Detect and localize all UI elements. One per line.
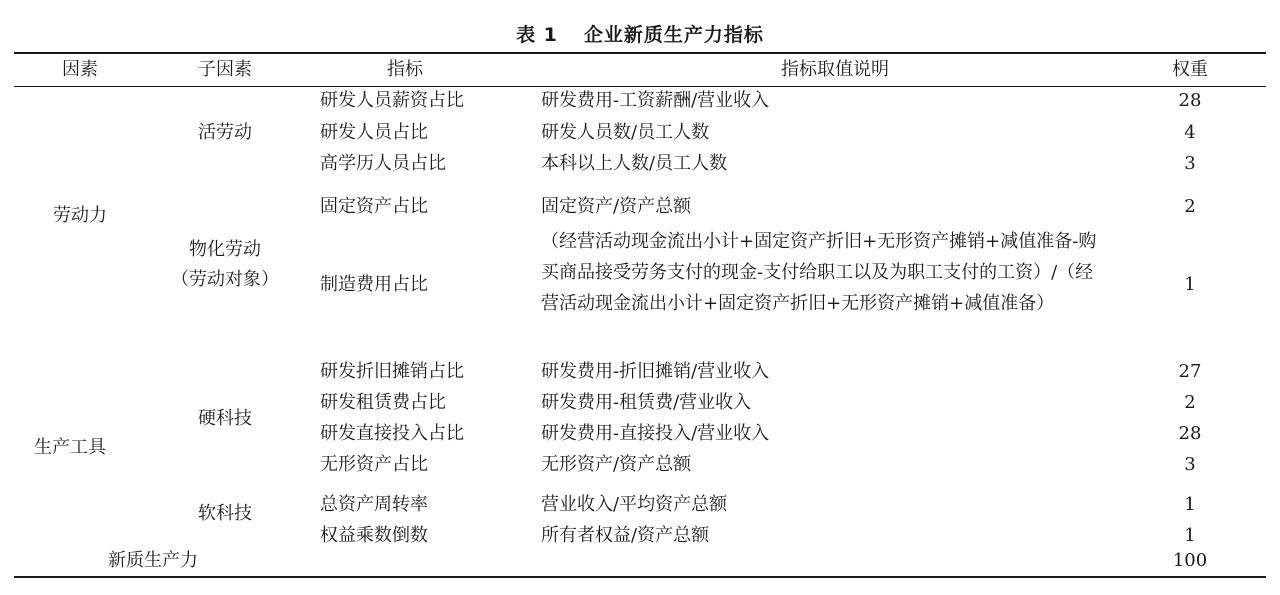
indicator-cell: 固定资产占比 xyxy=(320,196,428,217)
weight-cell: 1 xyxy=(1184,525,1196,546)
top-rule xyxy=(14,52,1266,54)
table-title xyxy=(0,20,1280,47)
weight-cell: 3 xyxy=(1184,454,1196,475)
weight-cell: 1 xyxy=(1184,494,1196,515)
description-cell: 研发人员数/员工人数 xyxy=(541,122,710,143)
description-cell: 研发费用-直接投入/营业收入 xyxy=(541,423,770,444)
indicator-cell: 高学历人员占比 xyxy=(320,153,446,174)
factor-labor: 劳动力 xyxy=(53,205,107,226)
header-description: 指标取值说明 xyxy=(781,59,889,80)
indicator-cell: 研发租赁费占比 xyxy=(320,392,446,413)
description-cell-multiline: （经营活动现金流出小计+固定资产折旧+无形资产摊销+减值准备-购买商品接受劳务支付的现金-支付给职工以及为职工支付的工资）/（经营活动现金流出小计+固定资产折旧+无形资产摊销+减值准备） xyxy=(541,231,1097,314)
table-title-number: 表 1 xyxy=(516,24,558,46)
description-cell: 固定资产/资产总额 xyxy=(541,196,692,217)
indicator-cell: 制造费用占比 xyxy=(320,274,428,295)
description-cell: 本科以上人数/员工人数 xyxy=(541,153,728,174)
subfactor-soft-tech: 软科技 xyxy=(198,503,252,524)
table-title-text: 企业新质生产力指标 xyxy=(583,24,764,46)
description-cell: 研发费用-折旧摊销/营业收入 xyxy=(541,361,770,382)
factor-tools: 生产工具 xyxy=(34,437,106,458)
indicator-cell: 研发人员占比 xyxy=(320,122,428,143)
subfactor-materialized-labor: 物化劳动 xyxy=(189,239,261,260)
weight-cell: 4 xyxy=(1184,122,1196,143)
indicator-cell: 总资产周转率 xyxy=(320,494,428,515)
header-indicator: 指标 xyxy=(387,59,423,80)
description-cell: 研发费用-租赁费/营业收入 xyxy=(541,392,752,413)
indicator-cell: 研发人员薪资占比 xyxy=(320,90,464,111)
weight-cell: 28 xyxy=(1178,90,1202,111)
weight-cell: 28 xyxy=(1178,423,1202,444)
subfactor-hard-tech: 硬科技 xyxy=(198,408,252,429)
weight-cell: 1 xyxy=(1184,274,1196,295)
description-cell: 无形资产/资产总额 xyxy=(541,454,692,475)
description-cell: 所有者权益/资产总额 xyxy=(541,525,710,546)
description-cell: 研发费用-工资薪酬/营业收入 xyxy=(541,90,770,111)
indicator-cell: 无形资产占比 xyxy=(320,454,428,475)
bottom-rule xyxy=(14,576,1266,578)
header-subfactor: 子因素 xyxy=(198,59,252,80)
weight-cell: 2 xyxy=(1184,196,1196,217)
subfactor-materialized-labor-note: （劳动对象） xyxy=(171,269,279,290)
header-factor: 因素 xyxy=(62,59,98,80)
description-cell: 营业收入/平均资产总额 xyxy=(541,494,728,515)
indicator-cell: 权益乘数倒数 xyxy=(320,525,428,546)
indicator-cell: 研发直接投入占比 xyxy=(320,423,464,444)
total-weight: 100 xyxy=(1172,550,1208,571)
weight-cell: 27 xyxy=(1178,361,1202,382)
total-label: 新质生产力 xyxy=(108,550,198,571)
header-weight: 权重 xyxy=(1172,59,1208,80)
subfactor-live-labor: 活劳动 xyxy=(198,122,252,143)
weight-cell: 2 xyxy=(1184,392,1196,413)
indicator-cell: 研发折旧摊销占比 xyxy=(320,361,464,382)
weight-cell: 3 xyxy=(1184,153,1196,174)
